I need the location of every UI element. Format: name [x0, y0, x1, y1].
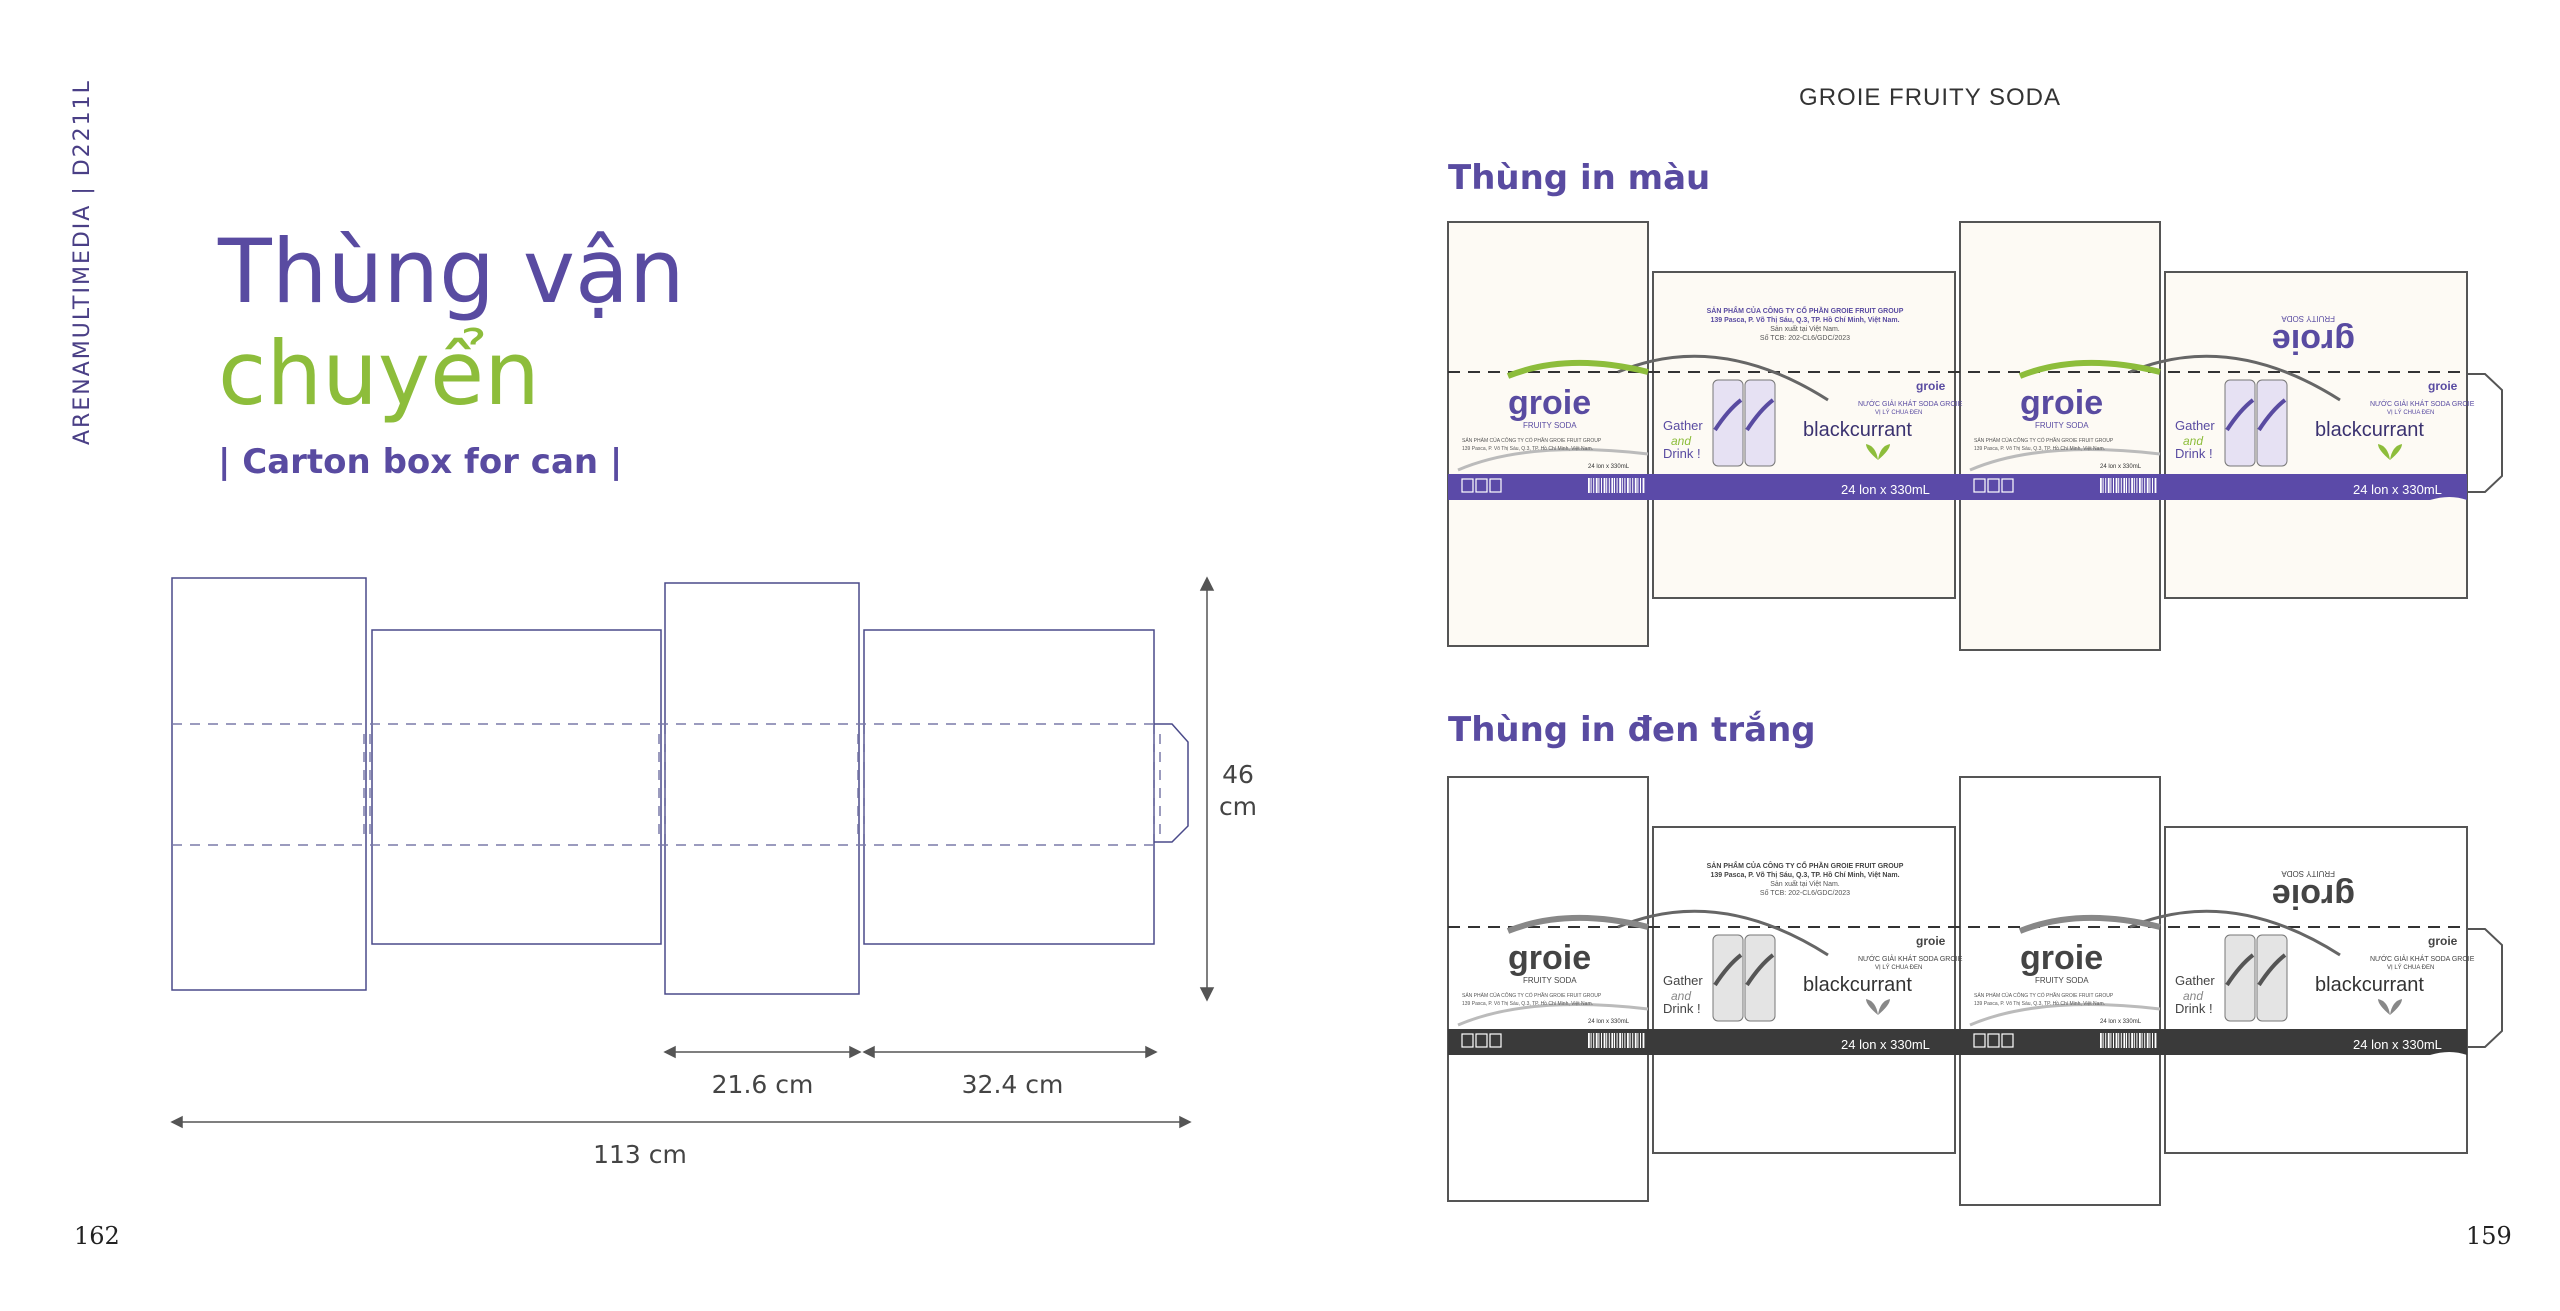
carton-count-small: 24 lon x 330mL [1588, 464, 1630, 470]
carton-flavor: blackcurrant [2315, 419, 2424, 441]
carton-panel-1 [1448, 777, 1648, 1201]
svg-text:SẢN PHẨM CỦA CÔNG TY CỔ PHẦN G: SẢN PHẨM CỦA CÔNG TY CỔ PHẦN GROIE FRUIT GROUP [1974, 993, 2114, 999]
svg-text:VỊ LÝ CHUA ĐEN: VỊ LÝ CHUA ĐEN [1875, 410, 1923, 416]
carton-band [1448, 1029, 2467, 1055]
svg-text:NƯỚC GIẢI KHÁT SODA GROIE: NƯỚC GIẢI KHÁT SODA GROIE [2370, 956, 2475, 963]
dim-height-unit: cm [1218, 792, 1258, 821]
carton-count-small: 24 lon x 330mL [1588, 1019, 1630, 1025]
carton-flavor: blackcurrant [2315, 974, 2424, 996]
svg-text:139 Pasca, P. Võ Thị Sáu, Q.3,: 139 Pasca, P. Võ Thị Sáu, Q.3, TP. Hồ Chí Minh, Việt Nam. [1974, 1001, 2105, 1007]
carton-count: 24 lon x 330mL [1841, 482, 1930, 497]
svg-text:139 Pasca, P. Võ Thị Sáu, Q.3,: 139 Pasca, P. Võ Thị Sáu, Q.3, TP. Hồ Chí Minh, Việt Nam. [1462, 1001, 1593, 1007]
svg-text:groie: groie [2428, 934, 2458, 948]
carton-brand-sub: FRUITY SODA [2035, 421, 2089, 430]
svg-text:SẢN PHẨM CỦA CÔNG TY CỔ PHẦN G: SẢN PHẨM CỦA CÔNG TY CỔ PHẦN GROIE FRUIT GROUP [1462, 993, 1602, 999]
carton-brand-sub: FRUITY SODA [1523, 976, 1577, 985]
side-label: ARENAMULTIMEDIA | D2211L [70, 79, 95, 445]
page-number-left: 162 [74, 1222, 120, 1250]
svg-text:and: and [2183, 989, 2204, 1003]
page-subtitle: | Carton box for can | [218, 442, 623, 482]
svg-text:and: and [1671, 434, 1692, 448]
carton-panel-1 [1448, 222, 1648, 646]
svg-text:groie: groie [2271, 877, 2355, 915]
svg-text:Drink !: Drink ! [2175, 1001, 2213, 1016]
svg-text:Drink !: Drink ! [2175, 446, 2213, 461]
svg-text:NƯỚC GIẢI KHÁT SODA GROIE: NƯỚC GIẢI KHÁT SODA GROIE [1858, 956, 1963, 963]
svg-text:VỊ LÝ CHUA ĐEN: VỊ LÝ CHUA ĐEN [2387, 410, 2435, 416]
svg-text:Số TCB: 202-CL6/GDC/2023: Số TCB: 202-CL6/GDC/2023 [1759, 890, 1851, 897]
header-right: GROIE FRUITY SODA [1799, 84, 2061, 111]
dim-front-label: 32.4 cm [961, 1070, 1064, 1099]
svg-text:SẢN PHẨM CỦA CÔNG TY CỔ PHẦN G: SẢN PHẨM CỦA CÔNG TY CỔ PHẦN GROIE FRUIT GROUP [1974, 438, 2114, 444]
carton-panel-3 [1960, 777, 2160, 1205]
svg-text:and: and [2183, 434, 2204, 448]
carton-brand-sub: FRUITY SODA [2035, 976, 2089, 985]
carton-color [1448, 222, 2502, 650]
svg-text:NƯỚC GIẢI KHÁT SODA GROIE: NƯỚC GIẢI KHÁT SODA GROIE [2370, 401, 2475, 408]
svg-text:VỊ LÝ CHUA ĐEN: VỊ LÝ CHUA ĐEN [1875, 965, 1923, 971]
svg-text:139 Pasca, P. Võ Thị Sáu, Q.3,: 139 Pasca, P. Võ Thị Sáu, Q.3, TP. Hồ Chí Minh, Việt Nam. [1710, 872, 1900, 879]
carton-brand-logo: groie [2020, 384, 2104, 422]
carton-brand-logo: groie [2020, 939, 2104, 977]
svg-text:Số TCB: 202-CL6/GDC/2023: Số TCB: 202-CL6/GDC/2023 [1759, 335, 1851, 342]
svg-text:Drink !: Drink ! [1663, 446, 1701, 461]
svg-text:Gather: Gather [2175, 418, 2215, 433]
svg-text:SẢN PHẨM CỦA CÔNG TY CỔ PHẦN G: SẢN PHẨM CỦA CÔNG TY CỔ PHẦN GROIE FRUIT GROUP [1462, 438, 1602, 444]
carton-brand-logo: groie [1508, 384, 1592, 422]
section-title-bw: Thùng in đen trắng [1448, 710, 1816, 750]
carton-count: 24 lon x 330mL [2353, 1037, 2442, 1052]
dim-total-label: 113 cm [593, 1140, 687, 1169]
carton-count-small: 24 lon x 330mL [2100, 464, 2142, 470]
svg-text:Drink !: Drink ! [1663, 1001, 1701, 1016]
carton-flavor: blackcurrant [1803, 974, 1912, 996]
carton-bw [1448, 777, 2502, 1205]
svg-text:NƯỚC GIẢI KHÁT SODA GROIE: NƯỚC GIẢI KHÁT SODA GROIE [1858, 401, 1963, 408]
svg-text:groie: groie [1916, 934, 1946, 948]
page-title-line1: Thùng vận [218, 220, 685, 323]
svg-text:VỊ LÝ CHUA ĐEN: VỊ LÝ CHUA ĐEN [2387, 965, 2435, 971]
svg-text:SẢN PHẨM CỦA CÔNG TY CỔ PHẦN G: SẢN PHẨM CỦA CÔNG TY CỔ PHẦN GROIE FRUIT GROUP [1706, 308, 1904, 315]
page-number-right: 159 [2466, 1222, 2512, 1250]
svg-text:Sản xuất tại Việt Nam.: Sản xuất tại Việt Nam. [1770, 326, 1840, 333]
svg-text:and: and [1671, 989, 1692, 1003]
carton-count: 24 lon x 330mL [2353, 482, 2442, 497]
carton-count-small: 24 lon x 330mL [2100, 1019, 2142, 1025]
svg-text:FRUITY SODA: FRUITY SODA [2281, 314, 2335, 323]
svg-text:139 Pasca, P. Võ Thị Sáu, Q.3,: 139 Pasca, P. Võ Thị Sáu, Q.3, TP. Hồ Chí Minh, Việt Nam. [1462, 446, 1593, 452]
carton-brand-logo: groie [1508, 939, 1592, 977]
carton-brand-sub: FRUITY SODA [1523, 421, 1577, 430]
carton-flavor: blackcurrant [1803, 419, 1912, 441]
svg-text:SẢN PHẨM CỦA CÔNG TY CỔ PHẦN G: SẢN PHẨM CỦA CÔNG TY CỔ PHẦN GROIE FRUIT GROUP [1706, 863, 1904, 870]
dim-side-label: 21.6 cm [711, 1070, 814, 1099]
carton-panel-3 [1960, 222, 2160, 650]
svg-text:139 Pasca, P. Võ Thị Sáu, Q.3,: 139 Pasca, P. Võ Thị Sáu, Q.3, TP. Hồ Chí Minh, Việt Nam. [1710, 317, 1900, 324]
svg-text:Sản xuất tại Việt Nam.: Sản xuất tại Việt Nam. [1770, 881, 1840, 888]
carton-band [1448, 474, 2467, 500]
svg-text:Gather: Gather [1663, 973, 1703, 988]
carton-count: 24 lon x 330mL [1841, 1037, 1930, 1052]
svg-text:Gather: Gather [1663, 418, 1703, 433]
svg-text:FRUITY SODA: FRUITY SODA [2281, 869, 2335, 878]
page-title-line2: chuyển [218, 322, 540, 425]
svg-text:groie: groie [1916, 379, 1946, 393]
svg-text:groie: groie [2428, 379, 2458, 393]
svg-text:139 Pasca, P. Võ Thị Sáu, Q.3,: 139 Pasca, P. Võ Thị Sáu, Q.3, TP. Hồ Chí Minh, Việt Nam. [1974, 446, 2105, 452]
section-title-color: Thùng in màu [1448, 158, 1711, 198]
dim-height-value: 46 [1222, 760, 1254, 789]
svg-text:groie: groie [2271, 322, 2355, 360]
svg-text:Gather: Gather [2175, 973, 2215, 988]
